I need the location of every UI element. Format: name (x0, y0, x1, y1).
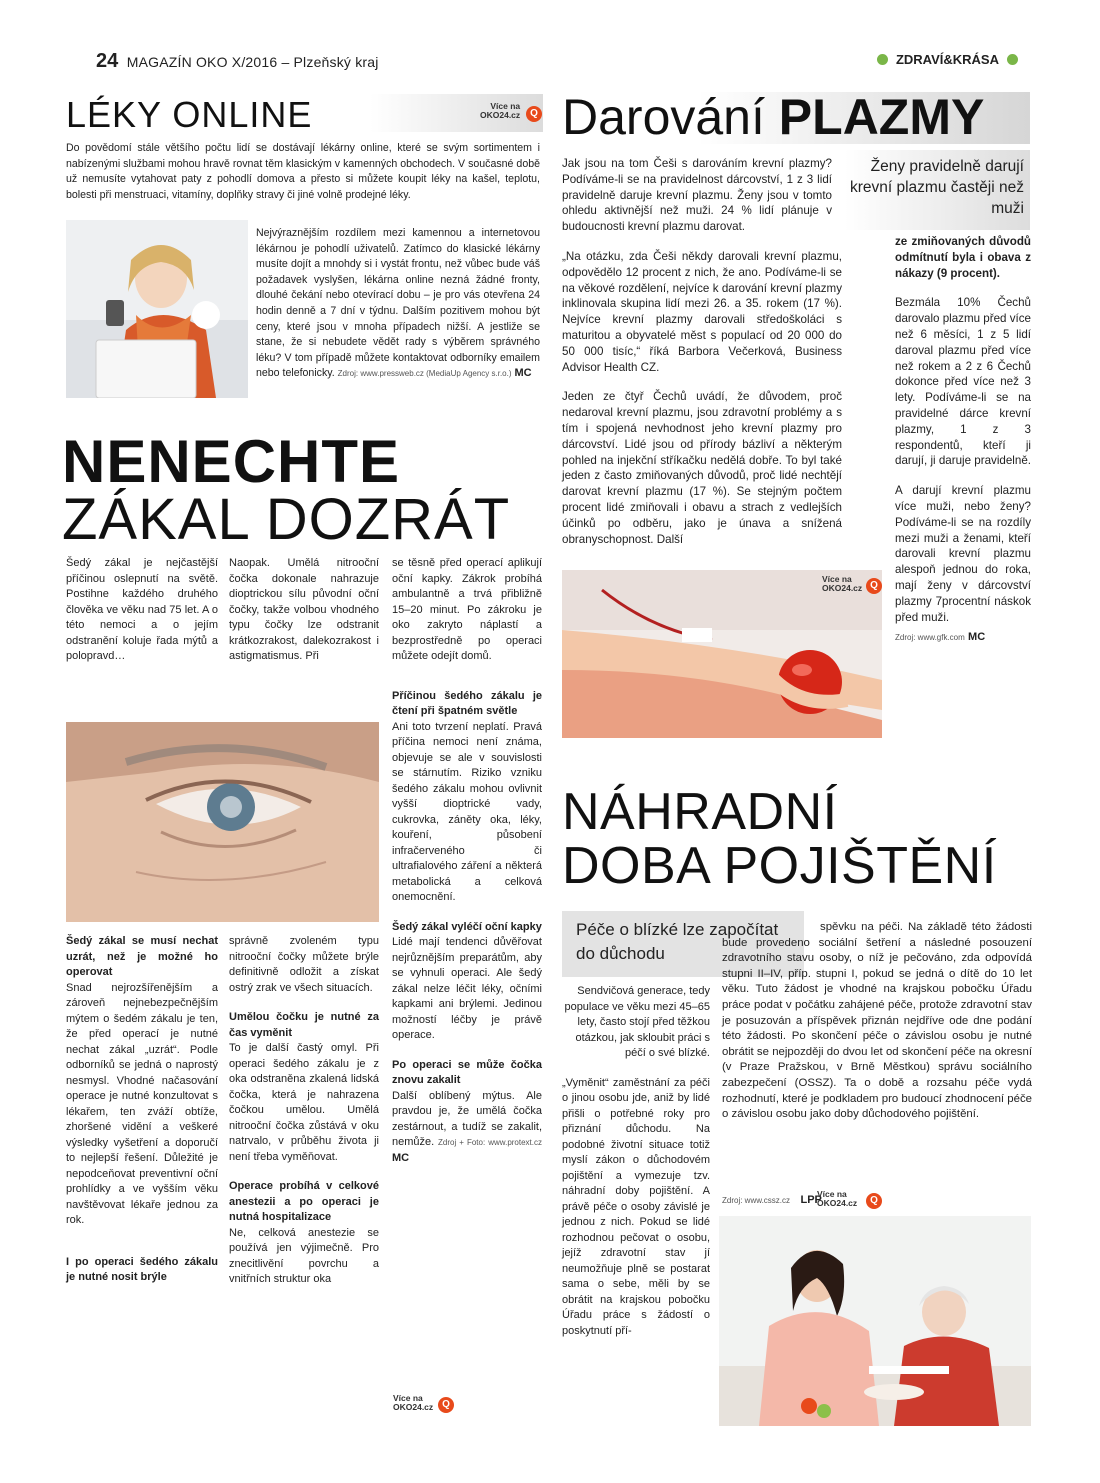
leky-intro: Do povědomí stále většího počtu lidí se dostávají lékárny online, které se svým sortimentem i nabízenými službami mohou hravě rovnat těm klasickým v kamenných obchodech. V současné době už nemusíte vytahovat paty z pohodlí domova a přesto si můžete koupit léky na kašel, teplotu, bolesti při menstruaci, vitamíny, doplňky stravy či jiné volně prodejné léky. (66, 142, 540, 201)
plazma-title: Darování PLAZMY (562, 89, 985, 145)
nahradni-col1: Sendvičová generace, tedy populace ve věku mezi 45–65 lety, často stojí před těžkou otázkou, jak skloubit práci s péčí o své blízké. „Vyměnit“ zaměstnání za péči o jinou osobu jde, aniž by lidé přišli o potřebné roky pro přiznání důchodu. Na podobné životní situace totiž myslí zákon o důchodovém pojištění a vymezuje tzv. náhradní doby pojištění. A právě péče o osoby závislé je jednou z nich. Pokud se lidé rozhodnou pečovat o osobu, jejíž zdravotní stav jí neumožňuje plně se postarat sama o sebe, měli by se obrátit na krajskou pobočku Úřadu práce s žádostí o poskytnutí pří- (562, 985, 710, 1337)
caregiver-senior-photo (719, 1216, 1031, 1426)
oko-logo-icon: Q (438, 1397, 454, 1413)
publication-name: MAGAZÍN OKO X/2016 – Plzeňský kraj (126, 54, 379, 70)
leky-title: LÉKY ONLINE (66, 94, 313, 135)
zakal-title-2: ZÁKAL DOZRÁT (62, 487, 511, 552)
zakal-col1-bottom: Šedý zákal se musí nechat uzrát, než je možné ho operovat Snad nejrozšířenějším a zároveň nejnebezpečnějším mýtem o šedém zákalu je ten, že před operací je nutné nechat zákal „uzrát“. Podle odborníků se jedná o naprostý nesmysl. Vhodné načasování operace je nutné konzultovat s lékařem, ten zváží obtíže, zhoršené vidění a veškeré výsledky vyšetření a doporučí to nejlepší řešení. Důležité je nepodceňovat preventivní oční prohlídky a ve vyšším věku navštěvovat lékaře jednou za rok. I po operaci šedého zákalu je nutné nosit brýle (66, 935, 218, 1283)
blood-donation-photo (562, 570, 882, 738)
oko-logo-icon: Q (866, 578, 882, 594)
page-number: 24 (96, 50, 119, 72)
zakal-col3: se těsně před operací aplikují oční kapky. Zákrok probíhá ambulantně a trvá přibližně 15–20 minut. Po zákroku je oko zakryto náplastí a bezprostředně po operaci můžete odejít domů. Příčinou šedého zákalu je čtení při špatném světle Ani toto tvrzení neplatí. Pravá příčina nemoci není známa, objevuje se ale v souvislosti se stárnutím. Riziko vzniku šedého zákalu mohou ovlivnit vyšší dioptrické vady, cukrovka, záněty oka, léky, kouření, působení infračerveného či ultrafialového záření a některá metabolická a celková onemocnění. Šedý zákal vyléčí oční kapky Lidé mají tendenci důvěřovat nejrůznějším preparátům, aby se vyhnuli operaci. Ale šedý zákal nelze léčit léky, očními kapkami ani brýlemi. Jedinou možností léčby je právě operace. Po operaci se může čočka znovu zakalit Další oblíbený mýtus. Ale pravdou je, že umělá čočka zestárnout, a tudíž se zakalit, nemůže. Zdroj + Foto: www.protext.cz MC (392, 557, 542, 1164)
plazma-pullquote: Ženy pravidelně darují krevní plazmu častěji než muži (849, 158, 1024, 217)
zakal-col2-top: Naopak. Umělá nitrooční čočka dokonale nahrazuje dioptrickou sílu původní oční čočky, takže volbou vhodného typu čočky lze odstranit krátkozrakost, dalekozrakost i astigmatismus. Při (229, 557, 379, 662)
nahradni-title-1: NÁHRADNÍ (562, 783, 838, 841)
oko-logo-icon: Q (866, 1193, 882, 1209)
sick-woman-laptop-photo (66, 220, 248, 398)
eye-closeup-photo (66, 722, 379, 922)
nahradni-col2: spěvku na péči. Na základě této žádosti bude provedeno sociální šetření a následné posouzení zdravotního stavu osoby, o níž je pečováno, zda odpovídá stupni II–IV, příp. stupni I, pokud se jedná o dítě do 10 let věku. Tuto žádost je vhodné na krajskou pobočku Úřadu práce podat v počátku zahájené péče, protože zdravotní stav je posuzován a příspěvek přiznán nejdříve ode dne podání této žádosti. Po skončení péče o závislou osobu je nutné obrátit se nejpozději do dvou let od skončení péče na okresní (v Praze Pražskou, v Brně Městkou) správu sociálního zabezpečení (OSSZ). Ta o době a rozsahu péče vydá rozhodnutí, které je podkladem pro budoucí zhodnocení péče o závislou osobu jako doby důchodového pojištění. (722, 921, 1032, 1121)
section-label: ZDRAVÍ&KRÁSA (877, 52, 1018, 67)
apple-icon (877, 54, 888, 65)
apple-icon (1007, 54, 1018, 65)
zakal-col1-lead: Šedý zákal je nejčastější příčinou oslepnutí na světě. Postihne každého druhého člověka ve věku nad 75 let. A o této nemoci a o jejím odstranění koluje řada mýtů a polopravd… (66, 557, 218, 662)
zakal-title-1: NENECHTE (62, 428, 401, 495)
oko-badge: Více na OKO24.cz (822, 574, 863, 593)
zakal-col2-bottom: správně zvoleném typu nitrooční čočky můžete brýle definitivně odložit a získat ostrý zrak ve všech situacích. Umělou čočku je nutné za čas vyměnit To je další častý omyl. Při operaci šedého zákalu je z oka odstraněna zkalená lidská čočka, která je nahrazena čočkou umělou. Umělá nitrooční čočka zůstává v oku natrvalo, v průběhu života ji není třeba vyměňovat. Operace probíhá v celkové anestezii a po operaci je nutná hospitalizace Ne, celková anestezie se používá jen výjimečně. Pro znecitlivění povrchu a vnitřních struktur oka (229, 935, 379, 1285)
nahradni-credit: Zdroj: www.cssz.cz LPP (722, 1194, 822, 1206)
plazma-col-main: Jak jsou na tom Češi s darováním krevní plazmy? Podíváme-li se na pravidelnost dárcovství, 1 z 3 lidí pravidelně daruje krevní plazmu. Ženy jsou v tomto ohledu aktivnější než muži. 24 % lidí plánuje v budoucnosti krevní plazmu darovat. „Na otázku, zda Češi někdy darovali krevní plazmu, odpovědělo 12 procent z nich, že ano. Podíváme-li se na věkové rozdělení, nejvíce k darování krevní plazmy inklinovala skupina lidí mezi 26. a 35. rokem (17 %). Nejvíce krevní plazmy darovali středoškoláci s maturitou a obyvatelé měst s populací od 20 000 do 50 000 tisíc,“ říká Barbora Večerková, Business Advisor Health CZ. Jeden ze čtyř Čechů uvádí, že důvodem, proč nedaroval krevní plazmu, jsou zdravotní problémy a s tím i spojená nevhodnost jeho krevní plazmy pro dárcovství. Lidé jsou od přírody bázliví a některým pohled na injekční stříkačku nedělá dobře. To byl také jeden z často zmiňovaných důvodů, proč lidé nechtějí darovat krevní plazmu (17 %). Se stejným počtem procent lidé zmiňovali i obavu a strach z vedlejších účinků po odběru, jako je únava a snížená obranyschopnost. Další (562, 157, 842, 546)
nahradni-subtitle: Péče o blízké lze započítat do důchodu (576, 920, 779, 963)
leky-body: Nejvýraznějším rozdílem mezi kamennou a internetovou lékárnou je pohodlí uživatelů. Zatímco do klasické lékárny musíte dojít a mnohdy si i vystát frontu, než vůbec bude váš požadavek vyslyšen, lékárna online nezná žádné fronty, dlouhé čekání nebo otevírací dobu – je pro vás otevřena 24 hodin denně a 7 dní v týdnu. Dalším pozitivem mohou být ceny, které jsou v mnoha případech nižší. A jestliže se stane, že si nebudete vědět rady s výběrem správného léku? V tom případě můžete kontaktovat odborníky emailem nebo telefonicky. Zdroj: www.pressweb.cz (MediaUp Agency s.r.o.) MC (256, 227, 540, 380)
oko-logo-icon: Q (526, 106, 542, 122)
plazma-col-side: ze zmiňovaných důvodů odmítnutí byla i obava z nákazy (9 procent). Bezmála 10% Čechů darovalo plazmu před více než 6 měsíci, 1 z 5 lidí daroval plazmu před více než rokem a 2 z 6 Čechů dokonce před více než 3 lety. Podíváme-li se na pravidelné dárce krevní plazmy, 1 z 3 respondentů, kteří ji darují, ji daruje pravidelně. A darují krevní plazmu více muži, nebo ženy? Podíváme-li se na rozdíly mezi muži a ženami, kteří darovali krevní plazmu alespoň jednou do roka, mají ženy v dárcovství plazmy 7procentní náskok před muži. Zdroj: www.gfk.com MC (895, 235, 1031, 644)
nahradni-title-2: DOBA POJIŠTĚNÍ (562, 837, 997, 895)
oko-badge: Více na OKO24.cz (480, 101, 521, 120)
oko-badge: Více na OKO24.cz (817, 1189, 858, 1208)
oko-badge: Více na OKO24.cz (393, 1393, 434, 1412)
